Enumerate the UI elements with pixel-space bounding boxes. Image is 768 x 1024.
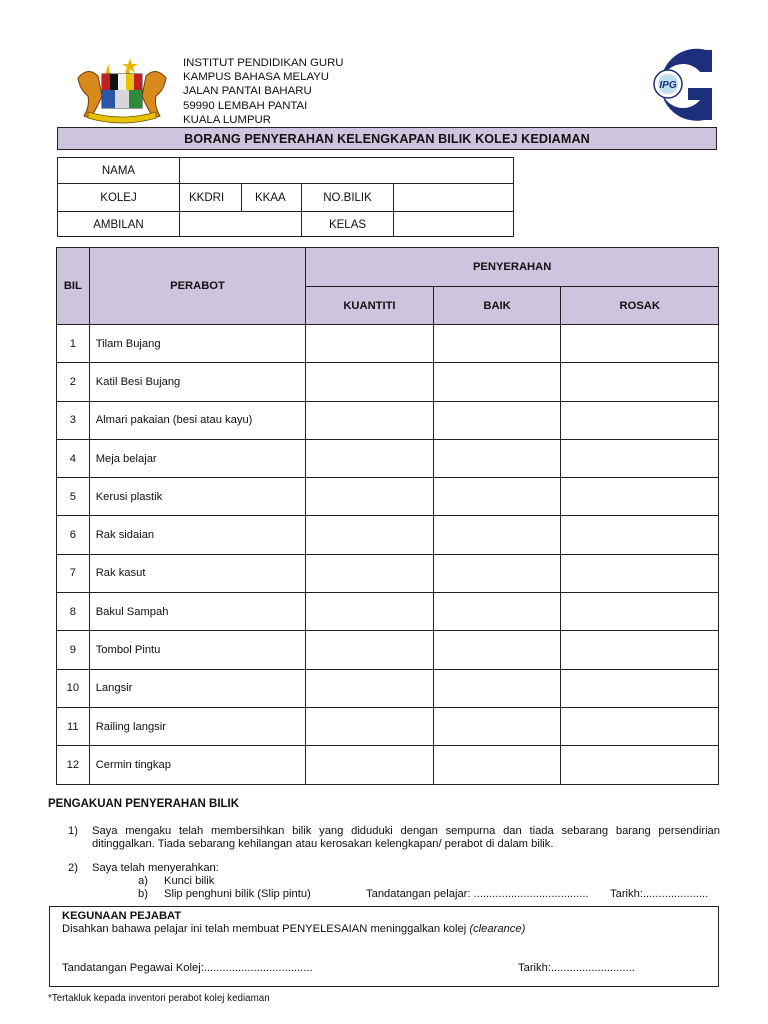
student-signature-field[interactable]: Tandatangan pelajar: ..................................... [366,888,589,900]
ipg-logo-icon [646,46,714,124]
furniture-item: Almari pakaian (besi atau kayu) [89,401,306,439]
row-number: 12 [57,746,90,784]
furniture-item: Tombol Pintu [89,631,306,669]
kelas-label: KELAS [328,218,367,231]
rosak-header: ROSAK [561,287,719,325]
rosak-cell[interactable] [561,631,719,669]
furniture-item: Bakul Sampah [89,593,306,631]
kuantiti-cell[interactable] [306,363,433,401]
nama-field[interactable] [180,158,514,183]
baik-cell[interactable] [433,631,561,669]
sub-item-label: a) [138,875,148,887]
declaration-item-1 [68,825,720,851]
ambilan-label: AMBILAN [93,218,144,231]
kolej-label: KOLEJ [100,191,137,204]
kuantiti-cell[interactable] [306,439,433,477]
office-title: KEGUNAAN PEJABAT [62,910,182,922]
kuantiti-header: KUANTITI [306,287,433,325]
table-row [57,401,719,439]
address-line: INSTITUT PENDIDIKAN GURU [183,57,344,69]
furniture-item: Rak sidaian [89,516,306,554]
rosak-cell[interactable] [561,707,719,745]
nobilik-label: NO.BILIK [323,191,372,204]
address-line: JALAN PANTAI BAHARU [183,85,312,98]
bil-header: BIL [57,248,90,325]
table-row [57,746,719,784]
office-use-box [49,906,719,987]
office-confirm [62,923,525,935]
sub-item-label: b) [138,888,148,900]
sub-item-text: Kunci bilik [164,875,215,887]
institution-address [183,56,344,127]
item-number: 2) [68,862,78,874]
table-row [57,516,719,554]
logo-text: IPG [659,80,677,91]
declaration-item-2 [68,862,728,901]
rosak-cell[interactable] [561,363,719,401]
kuantiti-cell[interactable] [306,707,433,745]
officer-signature-field[interactable]: Tandatangan Pegawai Kolej:................................... [62,962,313,974]
student-date-field[interactable]: Tarikh:..................... [610,888,709,900]
handover-text: Saya telah menyerahkan: [92,862,219,874]
student-info-grid [57,157,514,237]
baik-cell[interactable] [433,325,561,363]
sub-item-text: Slip penghuni bilik (Slip pintu) [164,888,311,900]
table-row [57,707,719,745]
rosak-cell[interactable] [561,478,719,516]
furniture-item: Railing langsir [89,707,306,745]
baik-cell[interactable] [433,746,561,784]
baik-cell[interactable] [433,669,561,707]
address-line: 59990 LEMBAH PANTAI [183,99,308,112]
kuantiti-cell[interactable] [306,478,433,516]
furniture-item: Katil Besi Bujang [89,363,306,401]
baik-cell[interactable] [433,554,561,592]
row-number: 2 [57,363,90,401]
baik-header: BAIK [433,287,561,325]
row-number: 6 [57,516,90,554]
item-number: 1) [68,825,78,837]
row-number: 7 [57,554,90,592]
table-row [57,439,719,477]
ambilan-field[interactable] [180,212,301,237]
address-line: KUALA LUMPUR [183,113,271,126]
baik-cell[interactable] [433,516,561,554]
kkdri-option[interactable]: KKDRI [189,191,225,204]
table-row [57,669,719,707]
kkaa-option[interactable]: KKAA [255,191,286,204]
furniture-item: Cermin tingkap [89,746,306,784]
row-number: 1 [57,325,90,363]
baik-cell[interactable] [433,707,561,745]
penyerahan-header: PENYERAHAN [306,248,719,287]
kuantiti-cell[interactable] [306,516,433,554]
footnote: *Tertakluk kepada inventori perabot kolej kediaman [48,993,270,1004]
row-number: 5 [57,478,90,516]
kuantiti-cell[interactable] [306,554,433,592]
rosak-cell[interactable] [561,439,719,477]
confirm-italic: (clearance) [469,923,526,935]
row-number: 11 [57,707,90,745]
form-title: BORANG PENYERAHAN KELENGKAPAN BILIK KOLEJ KEDIAMAN [57,127,717,150]
row-number: 10 [57,669,90,707]
kuantiti-cell[interactable] [306,631,433,669]
baik-cell[interactable] [433,478,561,516]
table-row [57,325,719,363]
table-row [57,363,719,401]
row-number: 3 [57,401,90,439]
rosak-cell[interactable] [561,746,719,784]
perabot-header: PERABOT [89,248,306,325]
furniture-item: Langsir [89,669,306,707]
rosak-cell[interactable] [561,325,719,363]
table-row [57,554,719,592]
furniture-table [56,247,719,785]
officer-date-field[interactable]: Tarikh:........................... [518,962,635,974]
baik-cell[interactable] [433,363,561,401]
coat-of-arms-icon [74,54,170,124]
kuantiti-cell[interactable] [306,401,433,439]
kuantiti-cell[interactable] [306,746,433,784]
kelas-field[interactable] [394,212,514,237]
baik-cell[interactable] [433,593,561,631]
rosak-cell[interactable] [561,593,719,631]
row-number: 9 [57,631,90,669]
kuantiti-cell[interactable] [306,669,433,707]
kuantiti-cell[interactable] [306,593,433,631]
declaration-title: PENGAKUAN PENYERAHAN BILIK [48,798,240,810]
furniture-item: Tilam Bujang [89,325,306,363]
rosak-cell[interactable] [561,554,719,592]
confirm-text: Disahkan bahawa pelajar ini telah membuat PENYELESAIAN meninggalkan kolej [62,923,467,935]
baik-cell[interactable] [433,401,561,439]
table-row [57,593,719,631]
rosak-cell[interactable] [561,669,719,707]
rosak-cell[interactable] [561,401,719,439]
kuantiti-cell[interactable] [306,325,433,363]
row-number: 8 [57,593,90,631]
rosak-cell[interactable] [561,516,719,554]
furniture-item: Kerusi plastik [89,478,306,516]
row-number: 4 [57,439,90,477]
declaration-text: Saya mengaku telah membersihkan bilik yang diduduki dengan sempurna dan tiada sebarang barang persendirian ditinggalkan. Tiada sebarang kehilangan atau kerosakan kelengkapan/ perabot di dalam bilik. [92,825,720,850]
address-line: KAMPUS BAHASA MELAYU [183,71,330,84]
table-row [57,478,719,516]
nobilik-field[interactable] [394,184,514,211]
table-row [57,631,719,669]
baik-cell[interactable] [433,439,561,477]
nama-label: NAMA [101,164,136,177]
furniture-item: Meja belajar [89,439,306,477]
furniture-item: Rak kasut [89,554,306,592]
